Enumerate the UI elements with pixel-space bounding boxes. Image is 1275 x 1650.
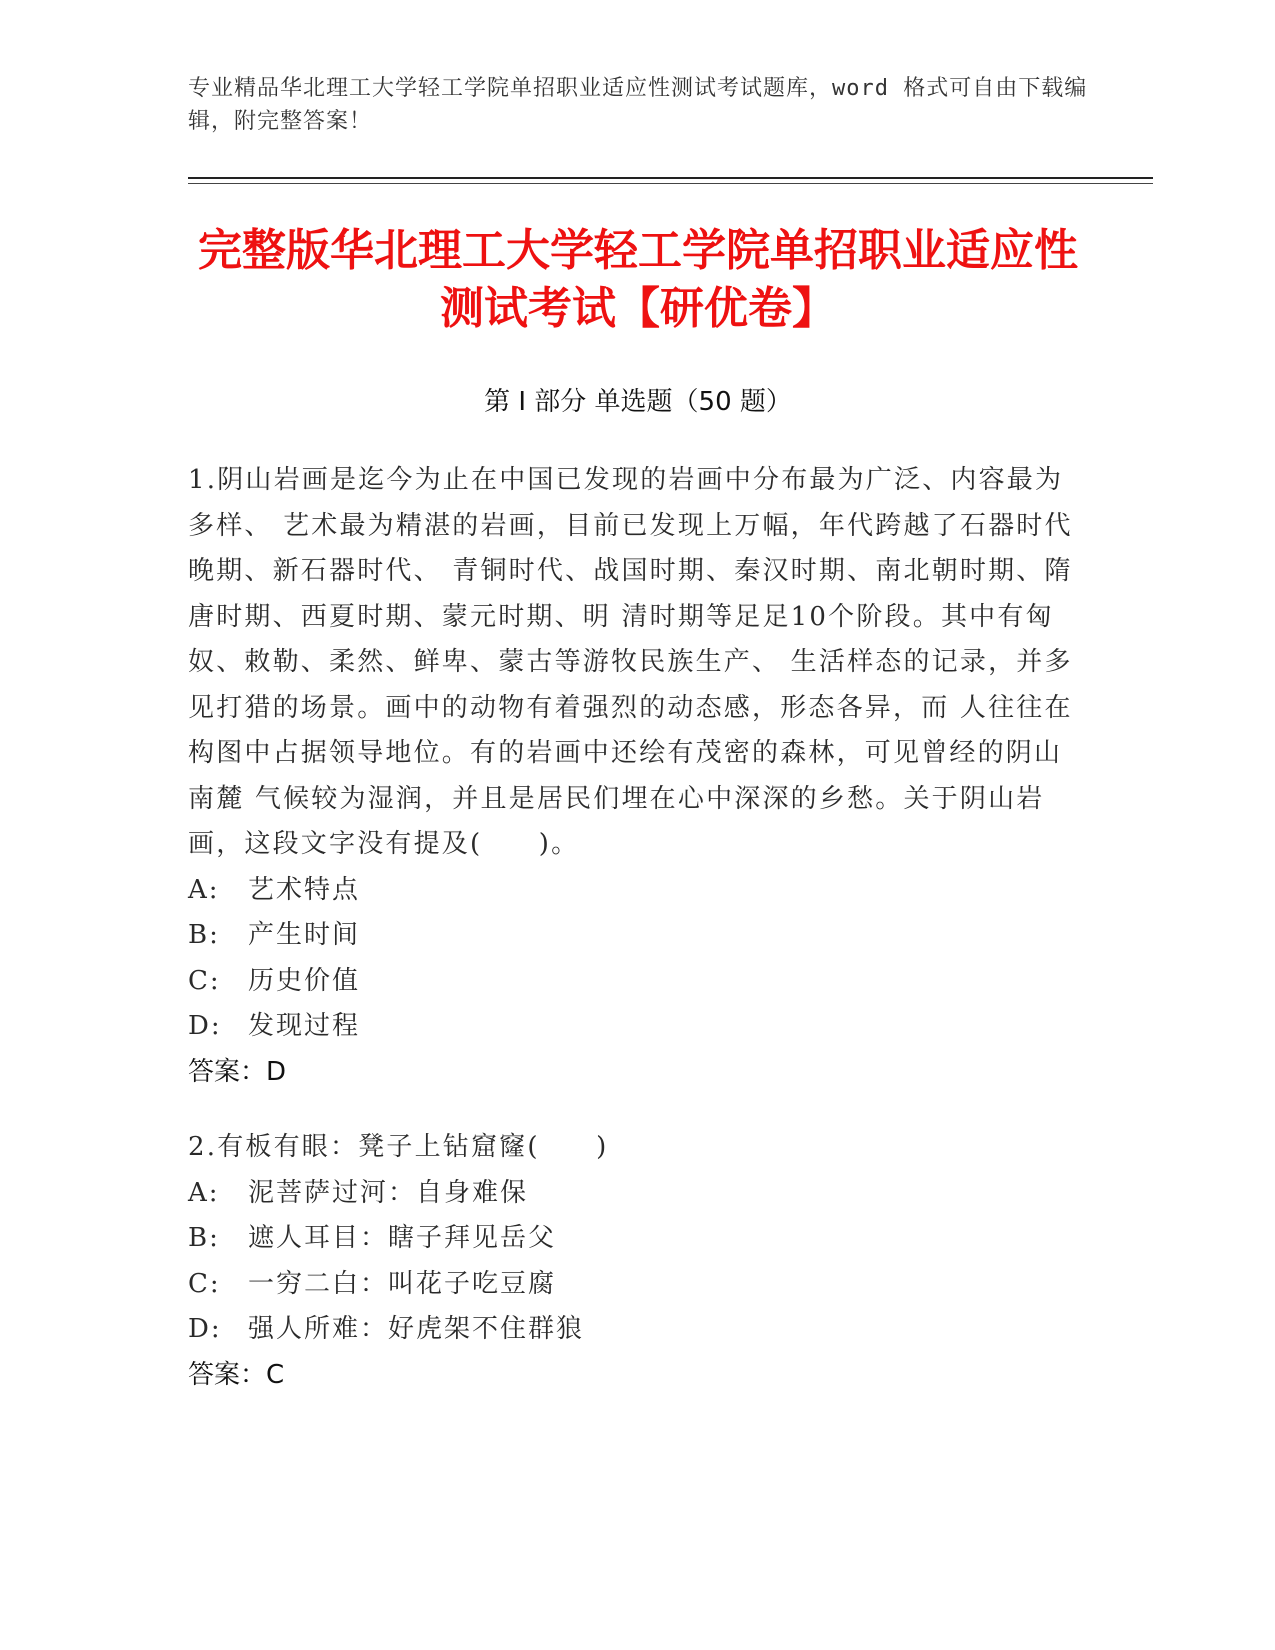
option-text: 泥菩萨过河：自身难保	[248, 1177, 529, 1208]
option-text: 强人所难：好虎架不住群狼	[248, 1314, 585, 1344]
header-divider-thick	[188, 177, 1153, 179]
option-text: 历史价值	[248, 965, 361, 996]
option-c[interactable]	[188, 1262, 1088, 1308]
option-b[interactable]	[188, 1216, 1088, 1262]
option-letter: A:	[188, 874, 220, 905]
option-letter: C:	[188, 1268, 221, 1299]
answer-label: 答案：D	[188, 1056, 287, 1087]
option-text: 一穷二白：叫花子吃豆腐	[248, 1268, 557, 1299]
option-letter: A:	[188, 1177, 220, 1208]
option-c[interactable]	[188, 959, 1088, 1005]
question-stem: 2.有板有眼：凳子上钻窟窿( )	[188, 1132, 609, 1162]
option-letter: D:	[188, 1314, 222, 1344]
option-text: 遮人耳目：瞎子拜见岳父	[248, 1223, 557, 1253]
option-letter: D:	[188, 1011, 222, 1041]
question-1	[188, 458, 1088, 1095]
option-letter: B:	[188, 920, 220, 950]
header-note: 专业精品华北理工大学轻工学院单招职业适应性测试考试题库，word 格式可自由下载编辑，附完整答案！	[188, 76, 1088, 134]
answer-label: 答案：C	[188, 1359, 285, 1390]
section-heading: 第 I 部分 单选题（50 题）	[484, 387, 792, 417]
header-divider-thin	[188, 183, 1153, 184]
option-letter: C:	[188, 965, 221, 996]
option-d[interactable]	[188, 1004, 1088, 1050]
option-a[interactable]	[188, 1171, 1088, 1217]
document-title: 完整版华北理工大学轻工学院单招职业适应性测试考试【研优卷】	[198, 225, 1078, 334]
question-2	[188, 1125, 1088, 1398]
option-b[interactable]	[188, 913, 1088, 959]
option-d[interactable]	[188, 1307, 1088, 1353]
option-text: 发现过程	[248, 1011, 361, 1041]
option-a[interactable]	[188, 868, 1088, 914]
option-letter: B:	[188, 1223, 220, 1253]
option-text: 产生时间	[248, 920, 361, 950]
question-stem: 1.阴山岩画是迄今为止在中国已发现的岩画中分布最为广泛、内容最为多样、 艺术最为精湛的岩画，目前已发现上万幅，年代跨越了石器时代晚期、新石器时代、 青铜时代、战国时期、秦汉时期、南北朝时期、隋唐时期、西夏时期、蒙元时期、明 清时期等足足10个阶段。其中有匈奴、敕勒、柔然、鲜卑、蒙古等游牧民族生产、 生活样态的记录，并多见打猎的场景。画中的动物有着强烈的动态感，形态各异，而 人往往在构图中占据领导地位。有的岩画中还绘有茂密的森林，可见曾经的阴山南麓 气候较为湿润，并且是居民们埋在心中深深的乡愁。关于阴山岩画，这段文字没有提及( )。	[188, 465, 1073, 859]
option-text: 艺术特点	[248, 874, 361, 905]
